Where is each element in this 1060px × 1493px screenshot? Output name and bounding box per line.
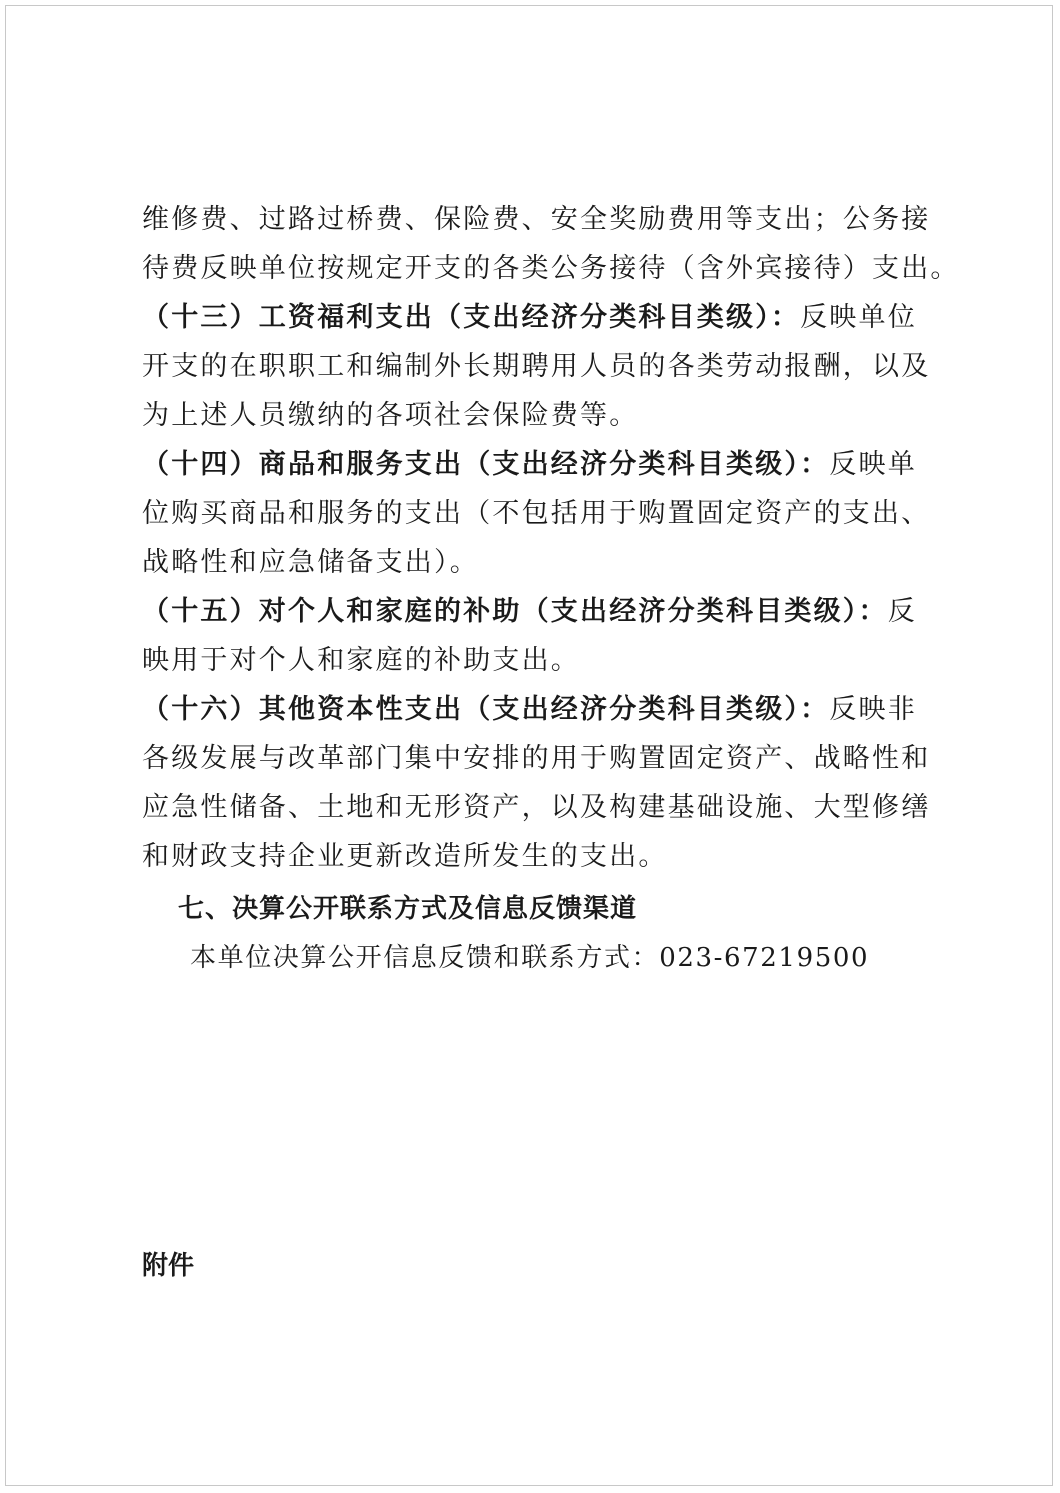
item-15-line-2: 映用于对个人和家庭的补助支出。 bbox=[142, 645, 580, 676]
item-15-line-1 bbox=[142, 596, 917, 628]
section-7-heading: 七、决算公开联系方式及信息反馈渠道 bbox=[178, 894, 638, 924]
item-14-title: （十四）商品和服务支出（支出经济分类科目类级）： bbox=[142, 449, 830, 480]
contact-info: 本单位决算公开信息反馈和联系方式：023-67219500 bbox=[190, 943, 870, 973]
item-16-title: （十六）其他资本性支出（支出经济分类科目类级）： bbox=[142, 694, 830, 725]
item-13-title: （十三）工资福利支出（支出经济分类科目类级）： bbox=[142, 302, 801, 333]
maintenance-line-2: 待费反映单位按规定开支的各类公务接待（含外宾接待）支出。 bbox=[142, 253, 960, 284]
item-16-line-3: 应急性储备、土地和无形资产，以及构建基础设施、大型修缮 bbox=[142, 792, 931, 823]
item-14-line-2: 位购买商品和服务的支出（不包括用于购置固定资产的支出、 bbox=[142, 498, 931, 529]
item-16-line-2: 各级发展与改革部门集中安排的用于购置固定资产、战略性和 bbox=[142, 743, 931, 774]
attachment-label: 附件 bbox=[142, 1251, 195, 1281]
item-13-line-1 bbox=[142, 302, 917, 334]
item-13-text: 反映单位 bbox=[800, 302, 917, 333]
item-14-text: 反映单 bbox=[829, 449, 917, 480]
item-14-line-3: 战略性和应急储备支出）。 bbox=[142, 547, 479, 578]
item-15-title: （十五）对个人和家庭的补助（支出经济分类科目类级）： bbox=[142, 596, 888, 627]
item-13-line-2: 开支的在职职工和编制外长期聘用人员的各类劳动报酬，以及 bbox=[142, 351, 931, 382]
item-16-line-1 bbox=[142, 694, 917, 726]
item-14-line-1 bbox=[142, 449, 917, 481]
item-16-text: 反映非 bbox=[829, 694, 917, 725]
item-13-line-3: 为上述人员缴纳的各项社会保险费等。 bbox=[142, 400, 639, 431]
maintenance-line-1: 维修费、过路过桥费、保险费、安全奖励费用等支出；公务接 bbox=[142, 204, 931, 235]
item-16-line-4: 和财政支持企业更新改造所发生的支出。 bbox=[142, 841, 668, 872]
item-15-text: 反 bbox=[887, 596, 917, 627]
